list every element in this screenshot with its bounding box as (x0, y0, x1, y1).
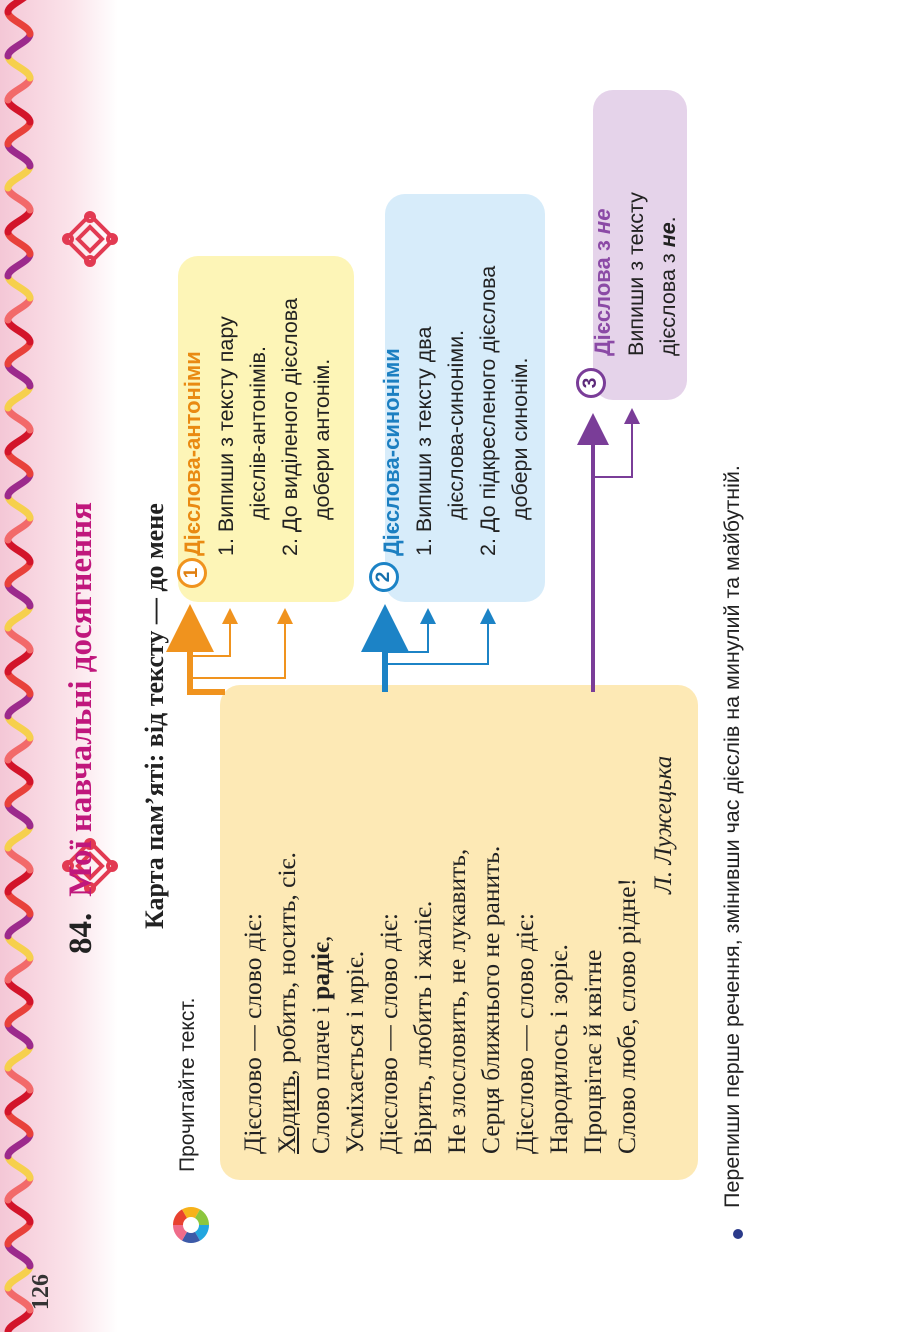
poem-line: Не злословить, не лукавить, (442, 848, 471, 1154)
poem-line: Слово любе, слово рідне! (612, 877, 641, 1154)
step-2-badge: 2 (369, 562, 399, 592)
poem-line: Дієслово — слово діє: (374, 913, 403, 1154)
bullet-icon (733, 1229, 743, 1239)
poem-author: Л. Лужецька (650, 755, 677, 894)
lesson-number: 84. (63, 912, 99, 954)
poem-line: Дієслово — слово діє: (238, 913, 267, 1154)
poem-line: Усміхається і мріє. (340, 950, 369, 1154)
step-1-badge: 1 (177, 558, 207, 588)
page-number: 126 (28, 1274, 54, 1310)
card-1-text: 1. Випиши з тексту пару дієслів-антонімів. 2. До виділеного дієслова добери антонім. (214, 298, 334, 556)
poem-line: Процвітає й квітне (578, 949, 607, 1154)
poem-line: Народилось і зоріє. (544, 944, 573, 1154)
bottom-task-text: Перепиши перше речення, змінивши час дієслів на минулий та майбутній. (720, 465, 744, 1208)
card-3-title: Дієслова з не (590, 208, 615, 356)
card-2-text: 1. Випиши з тексту два дієслова-синоніми. 2. До підкресленого дієслова добери синонім. (412, 265, 532, 556)
card-1-title: Дієслова-антоніми (180, 351, 205, 556)
highlighted-verb: радіє (306, 941, 335, 1000)
poem-line: Слово плаче і радіє, (306, 935, 335, 1154)
card-3-text: Випиши з тексту дієслова з не. (624, 192, 680, 356)
card-2-title: Дієслова-синоніми (379, 348, 404, 556)
instruction-text: Прочитайте текст. (176, 997, 199, 1172)
poem-line: Ходить, робить, носить, сіє. (272, 852, 301, 1154)
poem-line: Дієслово — слово діє: (510, 913, 539, 1154)
section-title: Карта пам’яті: від тексту — до мене (140, 503, 169, 929)
poem-line: Вірить, любить і жаліє. (408, 900, 437, 1154)
step-3-badge: 3 (576, 368, 606, 398)
blue-connector (385, 610, 488, 692)
underlined-verb: Ходить (272, 1075, 301, 1154)
orange-connector (190, 610, 285, 692)
purple-connector (593, 410, 632, 692)
lesson-title: Мої навчальні досягнення (63, 502, 99, 897)
poem-line: Серця ближнього не ранить. (476, 845, 505, 1154)
